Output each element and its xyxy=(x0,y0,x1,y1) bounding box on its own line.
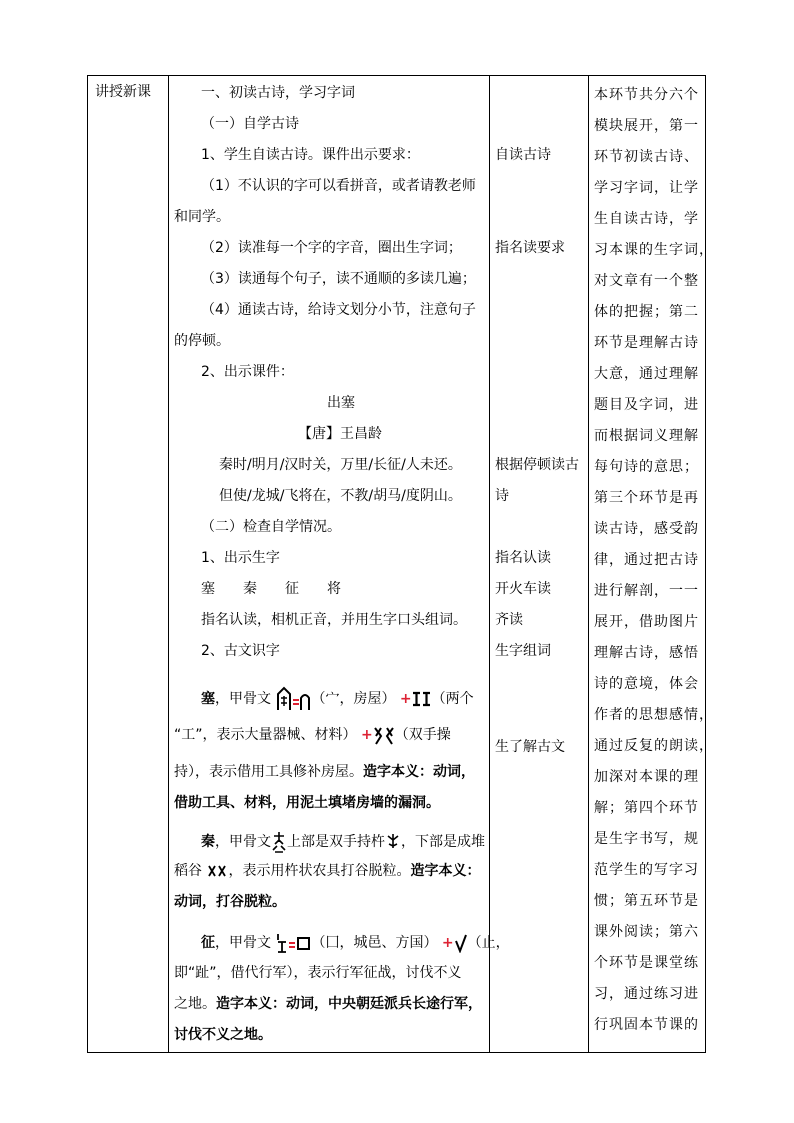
note-line: 加深对本课的理 xyxy=(594,769,699,785)
note-line: 对文章有一个整 xyxy=(594,273,699,289)
activity-item: 生字组词 xyxy=(495,643,551,659)
oracle-bone-glyph-icon xyxy=(412,691,432,707)
oracle-bone-glyph-icon xyxy=(373,724,395,746)
text-line: 的停顿。 xyxy=(174,333,230,349)
activity-item: 开火车读 xyxy=(495,581,551,597)
char-explain-zheng: 之地。造字本义：动词，中央朝廷派兵长途行军， xyxy=(174,996,482,1012)
note-line: 理解古诗，感悟 xyxy=(594,645,699,661)
new-char: 将 xyxy=(327,581,341,597)
poem-line: 秦时/明月/汉时关，万里/长征/人未还。 xyxy=(219,457,462,473)
heading-self-study: （一）自学古诗 xyxy=(201,116,299,132)
design-notes xyxy=(594,80,714,1041)
char-explain-qin: 动词，打谷脱粒。 xyxy=(174,894,286,910)
note-line: 解；第四个环节 xyxy=(594,800,699,816)
char-zheng: 征 xyxy=(201,935,215,951)
note-line: 律，通过把古诗 xyxy=(594,552,699,568)
char-explain-zheng: 征，甲骨文 （囗，城邑、方国） + （止， xyxy=(201,932,510,954)
poem-title: 出塞 xyxy=(327,395,355,411)
column-divider xyxy=(168,76,169,1052)
activity-item: 诗 xyxy=(495,488,509,504)
note-line: 第三个环节是再 xyxy=(594,490,699,506)
column-divider xyxy=(489,76,490,1052)
poem-author: 【唐】王昌龄 xyxy=(298,426,382,442)
note-line: 读古诗，感受韵 xyxy=(594,521,699,537)
text-line: 2、出示课件： xyxy=(201,364,294,380)
activity-item: 齐读 xyxy=(495,612,523,628)
text-line: 指名认读，相机正音，并用生字口头组词。 xyxy=(201,612,467,628)
note-line: 习，通过练习进 xyxy=(594,986,699,1002)
note-line: 惯；第五环节是 xyxy=(594,893,699,909)
char-explain-sai: 持），表示借用工具修补房屋。造字本义：动词， xyxy=(174,764,475,780)
char-explain-sai: 塞，甲骨文 （宀，房屋） + （两个 xyxy=(201,686,474,712)
char-explain-qin: 稻谷 ，表示用杵状农具打谷脱粒。造字本义： xyxy=(174,863,481,879)
oracle-bone-glyph-icon xyxy=(454,933,468,953)
note-line: 展开，借助图片 xyxy=(594,614,699,630)
note-line: 模块展开，第一 xyxy=(594,118,699,134)
char-explain-sai: “工”，表示大量器械、材料） + （双手操 xyxy=(174,724,451,746)
char-sai: 塞 xyxy=(201,691,215,707)
note-line: 体的把握；第二 xyxy=(594,304,699,320)
activity-item: 指名认读 xyxy=(495,550,551,566)
heading-1: 一、初读古诗，学习字词 xyxy=(201,85,355,101)
heading-check: （二）检查自学情况。 xyxy=(201,519,341,535)
section-label: 讲授新课 xyxy=(95,84,151,100)
note-line: 学习字词，让学 xyxy=(594,180,699,196)
text-line: 和同学。 xyxy=(174,209,230,225)
note-line: 习本课的生字词， xyxy=(594,242,714,258)
text-line: 1、学生自读古诗。课件出示要求： xyxy=(201,147,420,163)
note-line: 是生字书写，规 xyxy=(594,831,699,847)
oracle-bone-glyph-icon xyxy=(206,863,228,879)
text-line: （3）读通每个句子，读不通顺的多读几遍； xyxy=(201,271,476,287)
note-line: 诗的意境，体会 xyxy=(594,676,699,692)
char-qin: 秦 xyxy=(201,834,215,850)
note-line: 行巩固本节课的 xyxy=(594,1017,699,1033)
text-line: （2）读准每一个字的字音，圈出生字词； xyxy=(201,240,462,256)
note-line: 每句诗的意思； xyxy=(594,459,699,475)
text-line: 1、出示生字 xyxy=(201,550,280,566)
activity-item: 指名读要求 xyxy=(495,240,565,256)
oracle-bone-glyph-icon xyxy=(275,932,311,954)
note-line: 大意，通过理解 xyxy=(594,366,699,382)
note-line: 课外阅读；第六 xyxy=(594,924,699,940)
note-line: 而根据词义理解 xyxy=(594,428,699,444)
note-line: 作者的思想感情， xyxy=(594,707,714,723)
char-explain-zheng: 即“趾”，借代行军），表示行军征战，讨伐不义 xyxy=(174,965,462,981)
column-divider xyxy=(588,76,589,1052)
note-line: 环节是理解古诗 xyxy=(594,335,699,351)
note-line: 题目及字词，进 xyxy=(594,397,699,413)
new-char: 征 xyxy=(285,581,299,597)
new-char: 秦 xyxy=(243,581,257,597)
new-char: 塞 xyxy=(201,581,215,597)
activity-item: 自读古诗 xyxy=(495,147,551,163)
oracle-bone-glyph-icon xyxy=(271,830,287,854)
activity-item: 生了解古文 xyxy=(495,739,565,755)
note-line: 本环节共分六个 xyxy=(594,87,699,103)
char-explain-qin: 秦，甲骨文 上部是双手持杵 ，下部是成堆 xyxy=(201,830,485,854)
char-explain-zheng: 讨伐不义之地。 xyxy=(174,1027,272,1043)
oracle-bone-glyph-icon xyxy=(275,686,311,712)
note-line: 进行解剖，一一 xyxy=(594,583,699,599)
text-line: （4）通读古诗，给诗文划分小节，注意句子 xyxy=(201,302,476,318)
text-line: （1）不认识的字可以看拼音，或者请教老师 xyxy=(201,178,476,194)
poem-line: 但使/龙城/飞将在，不教/胡马/度阴山。 xyxy=(219,488,462,504)
note-line: 个环节是课堂练 xyxy=(594,955,699,971)
note-line: 生自读古诗，学 xyxy=(594,211,699,227)
note-line: 范学生的写字习 xyxy=(594,862,699,878)
note-line: 环节初读古诗、 xyxy=(594,149,699,165)
note-line: 通过反复的朗读， xyxy=(594,738,714,754)
text-line: 2、古文识字 xyxy=(201,643,280,659)
oracle-bone-glyph-icon xyxy=(385,832,401,852)
activity-item: 根据停顿读古 xyxy=(495,457,579,473)
char-explain-sai: 借助工具、材料，用泥土填堵房墙的漏洞。 xyxy=(174,795,440,811)
